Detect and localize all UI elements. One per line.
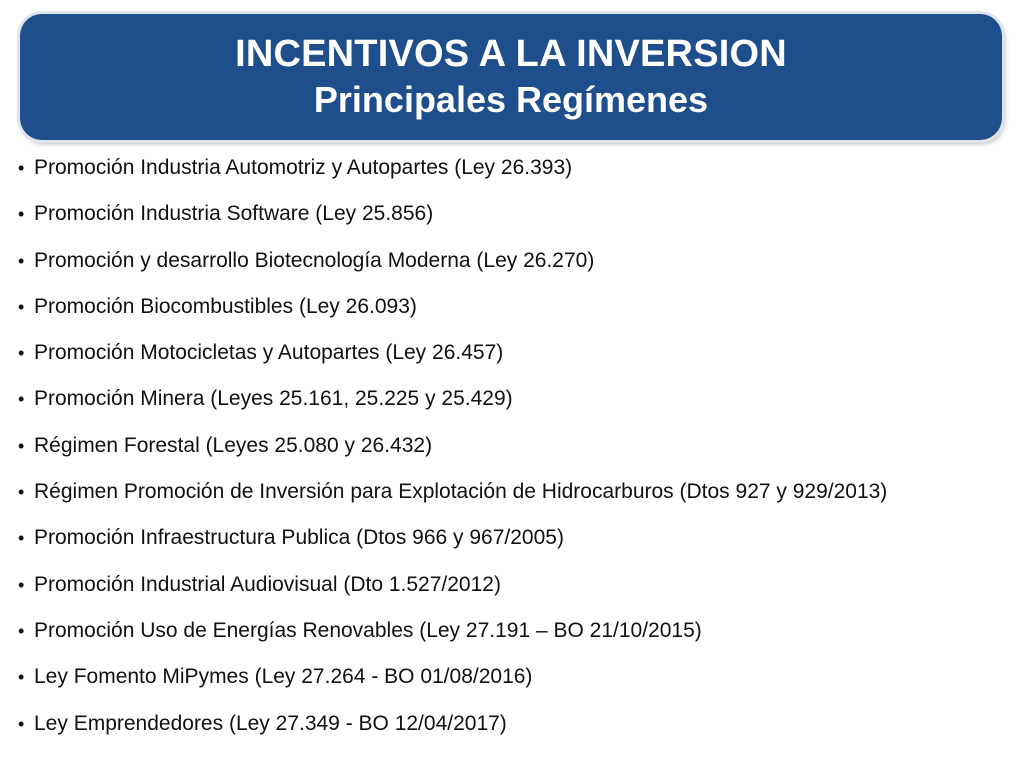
bullet-icon: • xyxy=(18,482,25,503)
list-item xyxy=(18,341,1013,387)
slide-subtitle: Principales Regímenes xyxy=(313,79,709,120)
list-item-text: Ley Fomento MiPymes (Ley 27.264 - BO 01/08/2016) xyxy=(34,665,533,689)
bullet-icon: • xyxy=(18,620,25,641)
list-item-text: Promoción y desarrollo Biotecnología Moderna (Ley 26.270) xyxy=(34,248,595,272)
list-item-text: Promoción Industrial Audiovisual (Dto 1.527/2012) xyxy=(34,572,501,596)
bullet-icon: • xyxy=(18,343,25,364)
list-item xyxy=(18,202,1013,248)
list-item xyxy=(18,480,1013,526)
bullet-icon: • xyxy=(18,158,25,178)
list-item-text: Régimen Forestal (Leyes 25.080 y 26.432) xyxy=(34,433,433,457)
list-item-text: Promoción Infraestructura Publica (Dtos 966 y 967/2005) xyxy=(34,526,564,550)
list-item xyxy=(18,573,1013,619)
bullet-icon: • xyxy=(18,528,25,549)
bullet-list xyxy=(18,156,1013,758)
bullet-icon: • xyxy=(18,435,25,456)
list-item-text: Promoción Uso de Energías Renovables (Ley 27.191 – BO 21/10/2015) xyxy=(34,618,702,642)
list-item xyxy=(18,619,1013,665)
list-item xyxy=(18,249,1013,295)
bullet-icon: • xyxy=(18,204,25,225)
list-item xyxy=(18,434,1013,480)
list-item xyxy=(18,526,1013,572)
list-item xyxy=(18,156,1013,202)
list-item-text: Promoción Industria Automotriz y Autopartes (Ley 26.393) xyxy=(34,156,573,179)
bullet-icon: • xyxy=(18,389,25,410)
list-item-text: Ley Emprendedores (Ley 27.349 - BO 12/04/2017) xyxy=(34,711,507,735)
list-item-text: Régimen Promoción de Inversión para Explotación de Hidrocarburos (Dtos 927 y 929/2013) xyxy=(34,480,888,504)
list-item xyxy=(18,387,1013,433)
list-item xyxy=(18,295,1013,341)
bullet-icon: • xyxy=(18,667,25,688)
bullet-icon: • xyxy=(18,713,25,734)
bullet-icon: • xyxy=(18,574,25,595)
list-item xyxy=(18,712,1013,758)
bullet-icon: • xyxy=(18,250,25,271)
list-item xyxy=(18,665,1013,711)
title-banner xyxy=(20,14,1002,140)
slide-title: INCENTIVOS A LA INVERSION xyxy=(235,33,787,75)
bullet-icon: • xyxy=(18,296,25,317)
list-item-text: Promoción Industria Software (Ley 25.856) xyxy=(34,202,434,226)
list-item-text: Promoción Minera (Leyes 25.161, 25.225 y 25.429) xyxy=(34,387,513,411)
list-item-text: Promoción Biocombustibles (Ley 26.093) xyxy=(34,294,417,318)
list-item-text: Promoción Motocicletas y Autopartes (Ley 26.457) xyxy=(34,341,504,365)
